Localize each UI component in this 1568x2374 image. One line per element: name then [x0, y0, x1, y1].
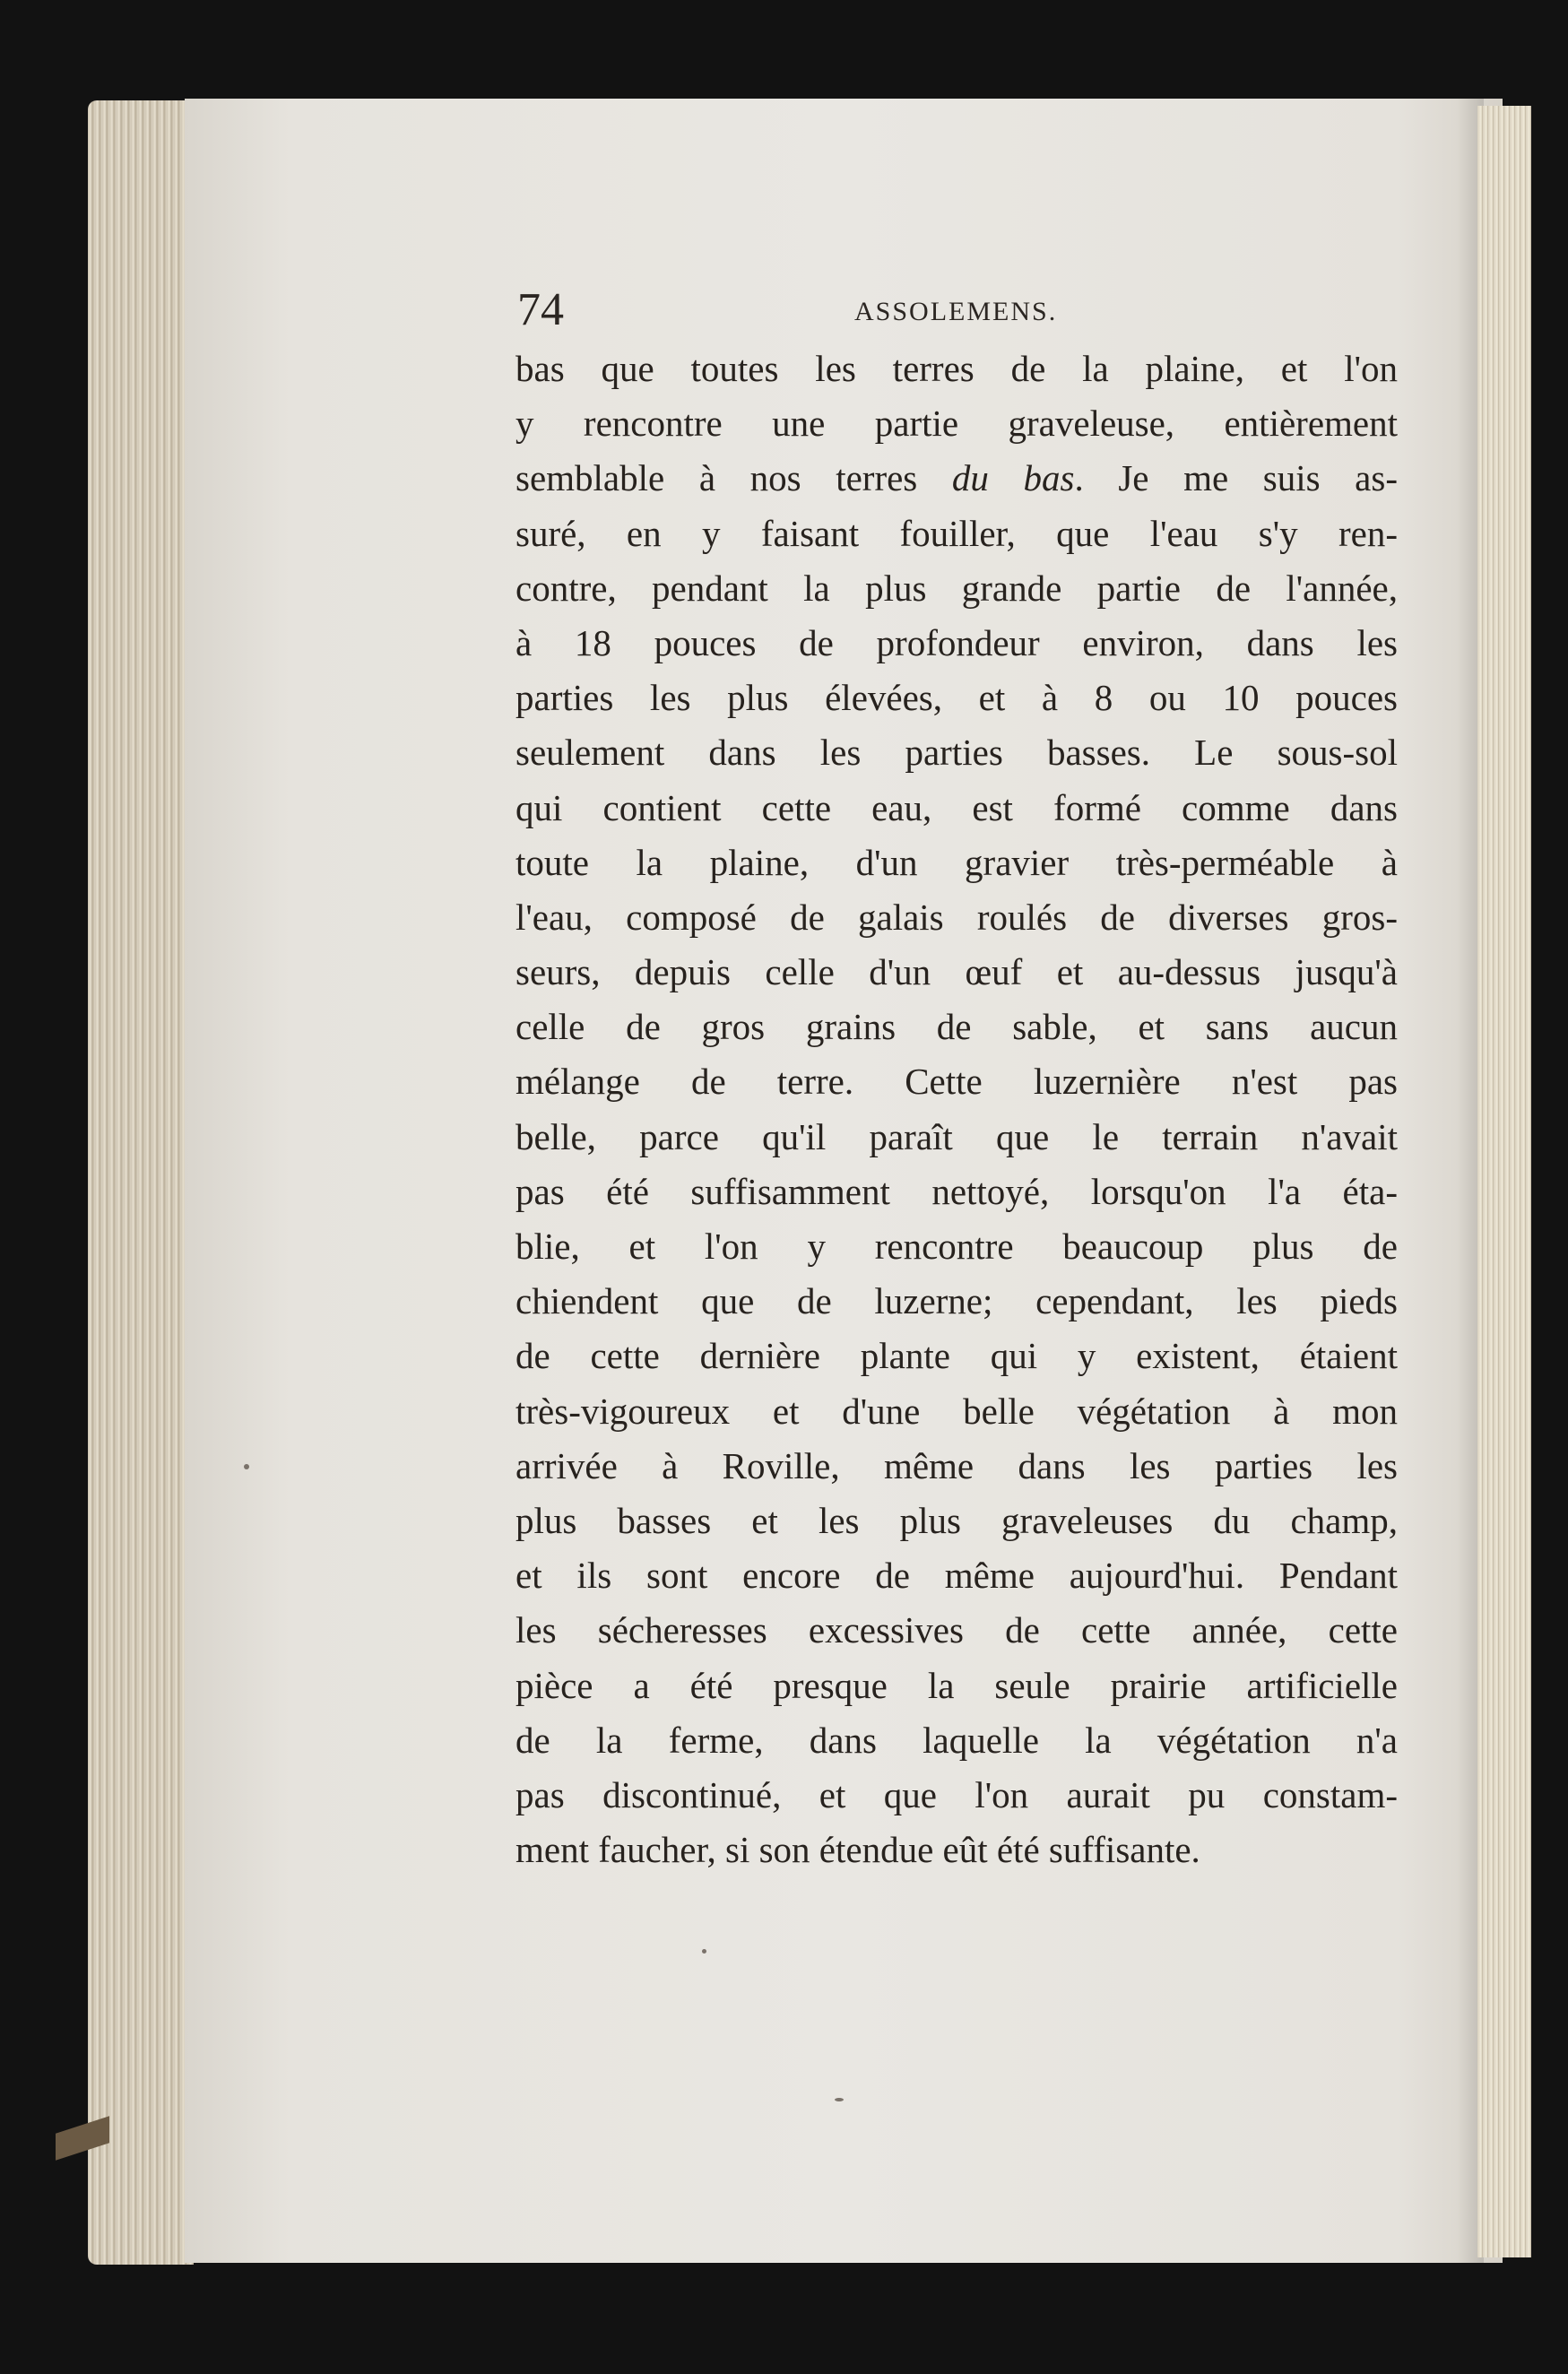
text-line: plus basses et les plus graveleuses du champ,	[515, 1499, 1398, 1541]
text-line: l'eau, composé de galais roulés de diverses gros-	[515, 896, 1398, 938]
paper-speck	[835, 2098, 844, 2101]
page-number: 74	[517, 284, 564, 335]
text-line: pièce a été presque la seule prairie artificielle	[515, 1664, 1398, 1706]
text-line: parties les plus élevées, et à 8 ou 10 pouces	[515, 677, 1398, 719]
text-line: pas discontinué, et que l'on aurait pu constam-	[515, 1773, 1398, 1815]
text-line: chiendent que de luzerne; cependant, les pieds	[515, 1280, 1398, 1322]
text-line: toute la plaine, d'un gravier très-perméable à	[515, 841, 1398, 883]
running-header	[517, 283, 1398, 337]
text-line: seulement dans les parties basses. Le sous-sol	[515, 732, 1398, 774]
text-line: ment faucher, si son étendue eût été suffisante.	[515, 1829, 1200, 1871]
running-title: ASSOLEMENS.	[854, 297, 1058, 326]
text-line	[515, 451, 1398, 506]
text-line: les sécheresses excessives de cette année, cette	[515, 1609, 1398, 1651]
facing-page-edges	[1477, 106, 1531, 2257]
page-edges	[88, 100, 194, 2265]
paper-speck	[702, 1949, 706, 1954]
text-line: qui contient cette eau, est formé comme dans	[515, 786, 1398, 828]
text-line: de la ferme, dans laquelle la végétation n'a	[515, 1719, 1398, 1761]
text-line: celle de gros grains de sable, et sans aucun	[515, 1006, 1398, 1048]
text-line: de cette dernière plante qui y existent, étaient	[515, 1335, 1398, 1377]
text-line: bas que toutes les terres de la plaine, et l'on	[515, 348, 1398, 389]
text-line: suré, en y faisant fouiller, que l'eau s'y ren-	[515, 512, 1398, 554]
text-line: et ils sont encore de même aujourd'hui. Pendant	[515, 1555, 1398, 1597]
text-line: belle, parce qu'il paraît que le terrain n'avait	[515, 1115, 1398, 1157]
text-line: arrivée à Roville, même dans les parties les	[515, 1444, 1398, 1486]
text-run: . Je me suis as-	[1074, 457, 1398, 499]
text-line: pas été suffisamment nettoyé, lorsqu'on l'a éta-	[515, 1170, 1398, 1212]
body-text	[515, 342, 1398, 1877]
text-line: à 18 pouces de profondeur environ, dans les	[515, 621, 1398, 663]
text-line: y rencontre une partie graveleuse, entièrement	[515, 403, 1398, 445]
text-line: très-vigoureux et d'une belle végétation à mon	[515, 1390, 1398, 1432]
text-line: seurs, depuis celle d'un œuf et au-dessus jusqu'à	[515, 951, 1398, 993]
text-line: mélange de terre. Cette luzernière n'est pas	[515, 1061, 1398, 1103]
paper-speck	[244, 1464, 249, 1469]
text-line: blie, et l'on y rencontre beaucoup plus de	[515, 1226, 1398, 1267]
text-run: semblable à nos terres	[515, 457, 952, 499]
text-line: contre, pendant la plus grande partie de l'année,	[515, 567, 1398, 609]
italic-phrase: du bas	[951, 457, 1075, 499]
